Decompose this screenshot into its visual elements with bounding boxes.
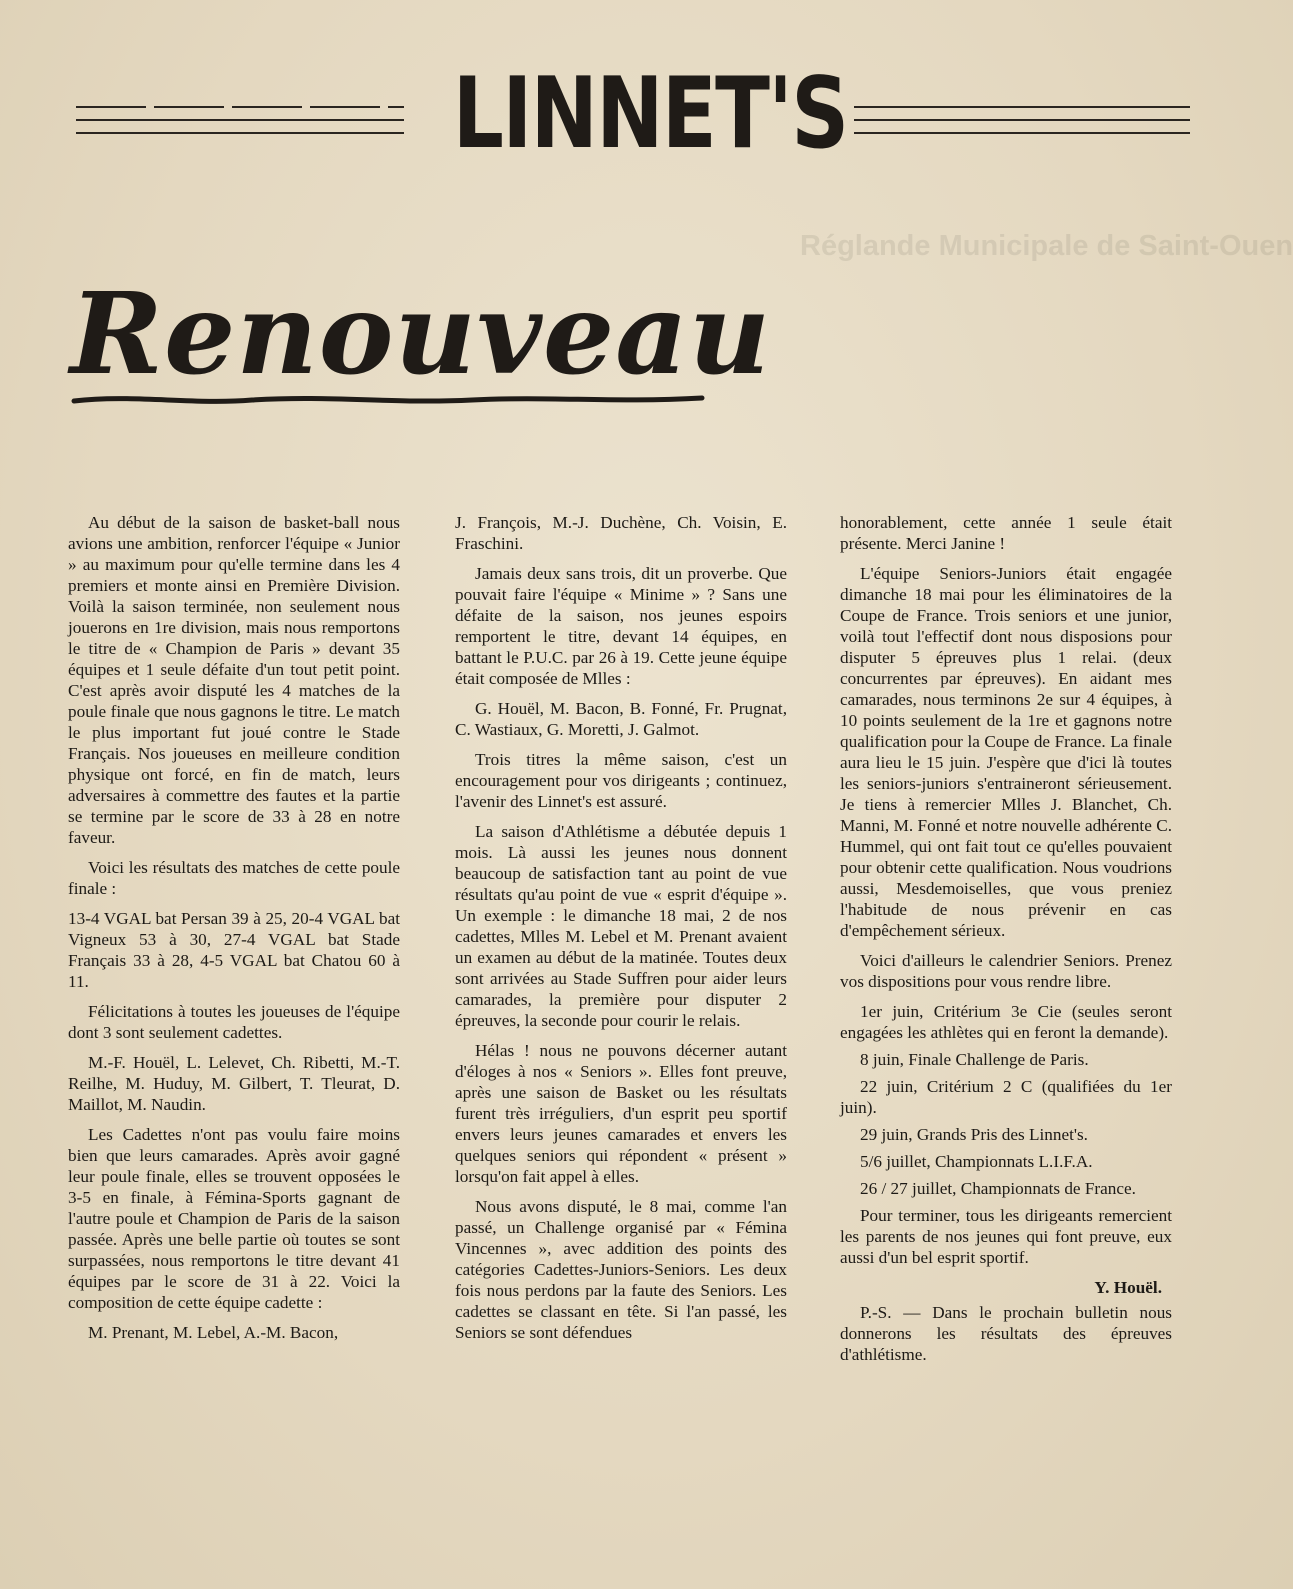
article-headline: Renouveau (70, 269, 772, 400)
paragraph: M. Prenant, M. Lebel, A.-M. Bacon, (88, 1323, 339, 1342)
masthead (0, 57, 1231, 171)
paragraph: 13-4 VGAL bat Persan 39 à 25, 20-4 VGAL bat Vigneux 53 à 30, 27-4 VGAL bat Stade Français 33 à 28, 4-5 VGAL bat Chatou 60 à 11. (68, 909, 400, 991)
paragraph: Les Cadettes n'ont pas voulu faire moins bien que leurs camarades. Après avoir gagné leur poule finale, elles se trouvent opposées le 3-5 en finale, à Fémina-Sports gagnant de l'autre poule et Champion de Paris de la saison passée. Après une belle partie où toutes se sont surpassées, nous remportons le titre devant 41 équipes par le score de 31 à 22. Voici la composition de cette équipe cadette : (68, 1125, 400, 1312)
headline-underline (72, 392, 704, 408)
article-column-2 (455, 512, 787, 1352)
paragraph: 1er juin, Critérium 3e Cie (seules seront engagées les athlètes qui en feront la demande). (840, 1002, 1172, 1042)
paragraph: honorablement, cette année 1 seule était présente. Merci Janine ! (840, 513, 1172, 553)
paragraph: Voici d'ailleurs le calendrier Seniors. Prenez vos dispositions pour vous rendre libre. (840, 951, 1172, 991)
paragraph: Au début de la saison de basket-ball nous avions une ambition, renforcer l'équipe « Junior » au maximum pour qu'elle termine dans les 4 premiers et monte ainsi en Première Division. Voilà la saison terminée, non seulement nous jouerons en 1re division, mais nous remportons le titre de « Champion de Paris » devant 35 équipes et 1 seule défaite d'un tout petit point. C'est après avoir disputé les 4 matches de la poule finale que nous gagnons le titre. Le match le plus important fut joué contre le Stade Français. Nos joueuses en meilleure condition physique ont forcé, en fin de match, leurs adversaires à commettre des fautes et la partie se termine par le score de 33 à 28 en notre faveur. (68, 513, 400, 847)
bleed-through-text: Réglande Municipale de Saint-Ouen (800, 230, 1293, 262)
paragraph: 5/6 juillet, Championnats L.I.F.A. (860, 1152, 1093, 1171)
paragraph: Jamais deux sans trois, dit un proverbe. Que pouvait faire l'équipe « Minime » ? Sans une défaite de la saison, nos jeunes espoirs remportent le titre, devant 14 équipes, en battant le P.U.C. par 26 à 19. Cette jeune équipe était composée de Mlles : (455, 564, 787, 688)
article-column-1 (68, 512, 400, 1352)
paragraph: Pour terminer, tous les dirigeants remercient les parents de nos jeunes qui font preuve, eux aussi d'un bel esprit sportif. (840, 1206, 1172, 1267)
masthead-rules-left (76, 106, 404, 145)
paragraph: La saison d'Athlétisme a débutée depuis 1 mois. Là aussi les jeunes nous donnent beaucoup de satisfaction tant au point de vue résultats qu'au point de vue « esprit d'équipe ». Un exemple : le dimanche 18 mai, 2 de nos cadettes, Mlles M. Lebel et M. Prenant avaient un examen au début de la matinée. Toutes deux sont arrivées au Stade Suffren pour aider leurs camarades, la première pour disputer 2 épreuves, la seconde pour courir le relais. (455, 822, 787, 1030)
paragraph: 8 juin, Finale Challenge de Paris. (860, 1050, 1089, 1069)
paragraph: Y. Houël. (1094, 1278, 1162, 1297)
paragraph: Nous avons disputé, le 8 mai, comme l'an passé, un Challenge organisé par « Fémina Vincennes », avec addition des points des catégories Cadettes-Juniors-Seniors. Les deux fois nous perdons par la faute des Seniors. Les cadettes se classant en tête. Si l'an passé, les Seniors se sont défendues (455, 1197, 787, 1342)
paragraph: 29 juin, Grands Pris des Linnet's. (860, 1125, 1088, 1144)
paragraph: Trois titres la même saison, c'est un encouragement pour vos dirigeants ; continuez, l'avenir des Linnet's est assuré. (455, 750, 787, 811)
paragraph: 26 / 27 juillet, Championnats de France. (860, 1179, 1136, 1198)
paragraph: P.-S. — Dans le prochain bulletin nous donnerons les résultats des épreuves d'athlétisme. (840, 1303, 1172, 1364)
paragraph: M.-F. Houël, L. Lelevet, Ch. Ribetti, M.-T. Reilhe, M. Huduy, M. Gilbert, T. Tleurat, D. Maillot, M. Naudin. (68, 1053, 400, 1114)
paragraph: Félicitations à toutes les joueuses de l'équipe dont 3 sont seulement cadettes. (68, 1002, 400, 1042)
paragraph: G. Houël, M. Bacon, B. Fonné, Fr. Prugnat, C. Wastiaux, G. Moretti, J. Galmot. (455, 699, 787, 739)
paragraph: Voici les résultats des matches de cette poule finale : (68, 858, 400, 898)
paragraph: J. François, M.-J. Duchène, Ch. Voisin, E. Fraschini. (455, 513, 787, 553)
article-column-3 (840, 512, 1172, 1374)
paragraph: L'équipe Seniors-Juniors était engagée dimanche 18 mai pour les éliminatoires de la Coupe de France. Trois seniors et une junior, voilà tout l'effectif dont nous disposions pour disputer 5 épreuves plus 1 relai. (deux concurrentes par épreuves). En aidant mes camarades, nous terminons 2e sur 4 équipes, à 10 points seulement de la 1re et gagnons notre qualification pour la Coupe de France. La finale aura lieu le 15 juin. J'espère que d'ici là toutes les seniors-juniors s'entraineront sérieusement. Je tiens à remercier Mlles J. Blanchet, Ch. Manni, M. Fonné et notre nouvelle adhérente C. Hummel, qui ont fait tout ce qu'elles pouvaient pour obtenir cette qualification. Nous voudrions aussi, Mesdemoiselles, que vous preniez l'habitude de nous prévenir en cas d'empêchement sérieux. (840, 564, 1172, 940)
paragraph: Hélas ! nous ne pouvons décerner autant d'éloges à nos « Seniors ». Elles font preuve, après une saison de Basket ou les résultats furent très irréguliers, d'un esprit peu sportif envers leurs jeunes camarades et envers les quelques seniors qui répondent « présent » lorsqu'on fait appel à elles. (455, 1041, 787, 1186)
masthead-rules-right (854, 106, 1190, 145)
paragraph: 22 juin, Critérium 2 C (qualifiées du 1er juin). (840, 1077, 1172, 1117)
masthead-title: LINNET'S (452, 57, 848, 171)
